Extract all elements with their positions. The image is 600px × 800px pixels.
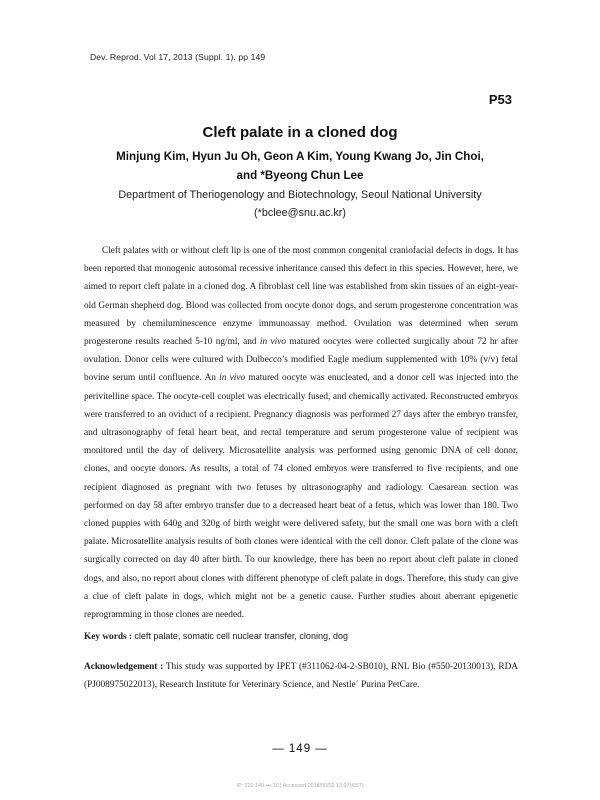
acknowledgement-text: This study was supported by IPET (#311062-04-2-SB010), RNL Bio (#550-20130013), RDA (PJ008975022013), Research Institute for Veterinary Science, and Nestle´ Purina PetCare. [84, 662, 518, 690]
acknowledgement-label: Acknowledgement : [84, 662, 164, 672]
authors-line-2: and *Byeong Chun Lee [236, 169, 364, 182]
abstract-body [84, 242, 518, 624]
article-title: Cleft palate in a cloned dog [202, 124, 398, 141]
abstract-part-2: matured oocytes were collected surgically about 72 hr after ovulation. Donor cells were cultured with Dulbecco’s modified Eagle medium supplemented with 10% (v/v) fetal bovine serum until confluence. An [84, 337, 518, 384]
acknowledgement-section [84, 659, 518, 694]
keywords-value: cleft palate, somatic cell nuclear transfer, cloning, dog [134, 631, 348, 641]
abstract-part-1: Cleft palates with or without cleft lip is one of the most common congenital craniofacial defects in dogs. It has been reported that monogenic autosomal recessive inheritance caused this defect in this species. However, here, we aimed to report cleft palate in a cloned dog. A fibroblast cell line was established from skin tissues of an eight-year-old German shepherd dog. Blood was collected from oocyte donor dogs, and serum progesterone concentration was measured by chemiluminescence enzyme immunoassay method. Ovulation was determined when serum progesterone results reached 5-10 ng/ml, and [84, 246, 518, 348]
abstract-part-3: matured oocyte was enucleated, and a donor cell was injected into the perivitelline space. The oocyte-cell couplet was electrically fused, and chemically activated. Reconstructed embryos were transferred to an oviduct of a recipient. Pregnancy diagnosis was performed 27 days after the embryo transfer, and ultrasonography of fetal heart beat, and rectal temperature and serum progesterone value of recipient was monitored until the day of delivery. Microsatellite analysis was performed using genomic DNA of cell donor, clones, and oocyte donors. As results, a total of 74 cloned embryos were transferred to five recipients, and one recipient diagnosed as pregnant with two fetuses by ultrasonography and radiology. Caesarean section was performed on day 58 after embryo transfer due to a decreased heart beat of a fetus, which was lower than 180. Two cloned puppies with 640g and 320g of birth weight were delivered safety, but the small one was born with a cleft palate. Microsatellite analysis results of both clones were identical with the cell donor. Cleft palate of the clone was surgically corrected on day 40 after birth. To our knowledge, there has been no report about cleft palate in cloned dogs, and also, no report about clones with different phenotype of cleft palate in dogs. Therefore, this study can give a clue of cleft palate in dogs, which might not be a genetic cause. Further studies about aberrant epigenetic reprogramming in those clones are needed. [84, 373, 518, 621]
abstract-italic-2: in vivo [219, 373, 246, 384]
corresponding-email: (*bclee@snu.ac.kr) [254, 207, 346, 219]
keywords-section [84, 629, 518, 644]
affiliation: Department of Theriogenology and Biotechnology, Seoul National University [118, 189, 482, 201]
authors-line-1: Minjung Kim, Hyun Ju Oh, Geon A Kim, Young Kwang Jo, Jin Choi, [116, 150, 484, 163]
affiliation-block [0, 186, 600, 222]
abstract-italic-1: in vivo [259, 337, 286, 348]
journal-reference: Dev. Reprod. Vol 17, 2013 (Suppl. 1). pp 149 [90, 52, 266, 62]
keywords-label: Key words : [84, 632, 133, 642]
access-watermark: IP: 220.149.•••.10 | Accessed 2018/08/02 13:07(KST) [236, 783, 364, 789]
page-number: — 149 — [272, 743, 328, 755]
poster-code: P53 [488, 92, 512, 107]
author-list [90, 147, 510, 185]
